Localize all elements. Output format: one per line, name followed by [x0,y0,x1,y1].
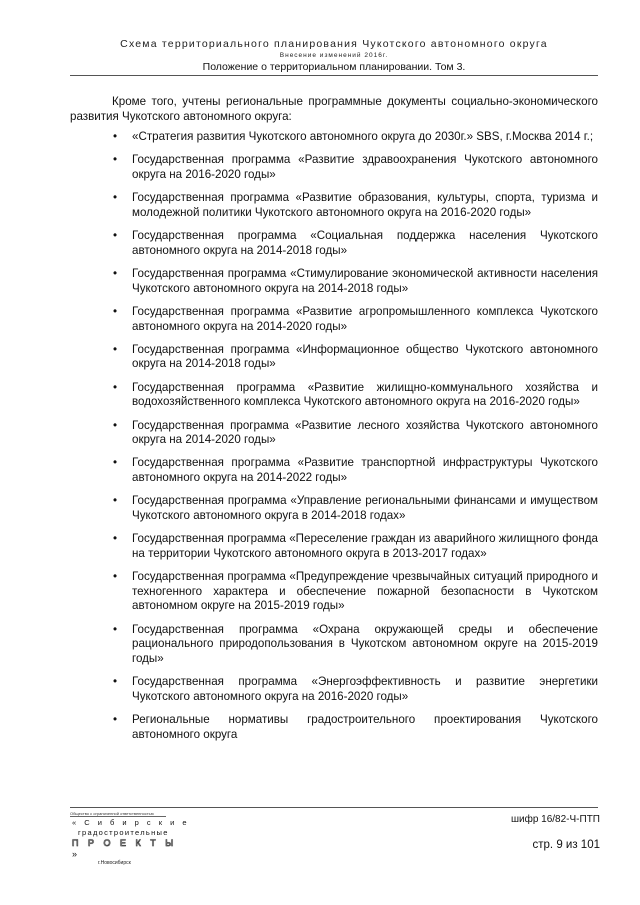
list-item [70,419,598,448]
page-number: стр. 9 из 101 [532,839,600,851]
list-item-text: Государственная программа «Развитие агропромышленного комплекса Чукотского автономного округа на 2014-2020 годы» [132,304,598,333]
header-revision: Внесение изменений 2016г. [279,52,389,59]
intro-paragraph: Кроме того, учтены региональные программные документы социально-экономического развития Чукотского автономного округа: [70,95,598,123]
list-item-text: Государственная программа «Развитие жилищно-коммунального хозяйства и водохозяйственного комплекса Чукотского автономного округа на 2016-2020 годы» [132,380,598,409]
list-item [70,267,598,296]
logo-caption: Общество с ограниченной ответственностью [70,811,166,817]
program-list [70,130,598,742]
header-divider [70,75,598,76]
header-volume: Положение о территориальном планировании. Том 3. [202,61,466,73]
list-item [70,305,598,334]
list-item-text: Государственная программа «Развитие здравоохранения Чукотского автономного округа на 2016-2020 годы» [132,153,598,182]
list-item [70,343,598,372]
bullet-icon: • [113,570,118,584]
logo-line-3 [70,838,190,860]
logo-line-1: « С и б и р с к и е [72,818,190,827]
list-item-text: Государственная программа «Охрана окружающей среды и обеспечение рационального природопользования в Чукотском автономном округе на 2015-2019 годы» [132,622,598,665]
list-item-text: Государственная программа «Информационное общество Чукотского автономного округа на 2014-2018 годы» [132,342,598,371]
list-item-text: Государственная программа «Энергоэффективность и развитие энергетики Чукотского автономного округа на 2016-2020 годы» [132,675,598,703]
footer-divider [70,807,598,808]
bullet-icon: • [113,380,118,394]
bullet-icon: • [113,494,118,508]
list-item-text: Государственная программа «Переселение граждан из аварийного жилищного фонда на территории Чукотского автономного округа в 2013-2017 годах» [132,532,598,560]
list-item-text: Государственная программа «Развитие лесного хозяйства Чукотского автономного округа на 2014-2020 годы» [132,418,598,447]
bullet-icon: • [113,456,118,470]
bullet-icon: • [113,130,118,144]
logo-line-2: градостроительные [78,828,169,837]
list-item-text: Государственная программа «Развитие образования, культуры, спорта, туризма и молодежной политики Чукотского автономного округа на 2016-2020 годы» [132,191,598,219]
list-item-text: Государственная программа «Управление региональными финансами и имуществом Чукотского автономного округа в 2014-2018 годах» [132,494,598,522]
list-item [70,191,598,220]
bullet-icon: • [113,267,118,281]
list-item [70,532,598,561]
list-item [70,381,598,410]
bullet-icon: • [113,622,118,636]
list-item [70,456,598,485]
document-code: шифр 16/82-Ч-ПТП [510,814,600,825]
logo-projects-text: П Р О Е К Т Ы [72,838,177,848]
list-item [70,130,598,145]
page-header [70,38,598,74]
list-item [70,494,598,523]
company-logo [70,811,190,866]
list-item-text: Региональные нормативы градостроительного проектирования Чукотского автономного округа [132,712,598,741]
list-item [70,229,598,258]
bullet-icon: • [113,304,118,318]
bullet-icon: • [113,675,118,689]
bullet-icon: • [113,153,118,167]
list-item [70,623,598,667]
list-item [70,713,598,742]
bullet-icon: • [113,712,118,726]
list-item-text: Государственная программа «Предупреждение чрезвычайных ситуаций природного и техногенного характера и обеспечение пожарной безопасности в Чукотском автономном округе на 2015-2019 годы» [132,570,598,613]
list-item [70,153,598,182]
bullet-icon: • [113,191,118,205]
bullet-icon: • [113,418,118,432]
logo-closing-quote: » [72,849,81,859]
logo-city: г.Новосибирск [98,860,131,866]
list-item-text: Государственная программа «Стимулирование экономической активности населения Чукотского автономного округа на 2014-2018 годы» [132,267,598,295]
header-title: Схема территориального планирования Чукотского автономного округа [120,38,548,50]
list-item-text: «Стратегия развития Чукотского автономного округа до 2030г.» SBS, г.Москва 2014 г.; [132,130,594,144]
bullet-icon: • [113,342,118,356]
bullet-icon: • [113,229,118,243]
list-item [70,570,598,614]
list-item [70,675,598,704]
bullet-icon: • [113,532,118,546]
list-item-text: Государственная программа «Социальная поддержка населения Чукотского автономного округа на 2014-2018 годы» [132,229,598,257]
document-body [70,95,598,751]
list-item-text: Государственная программа «Развитие транспортной инфраструктуры Чукотского автономного округа на 2014-2022 годы» [132,456,598,485]
